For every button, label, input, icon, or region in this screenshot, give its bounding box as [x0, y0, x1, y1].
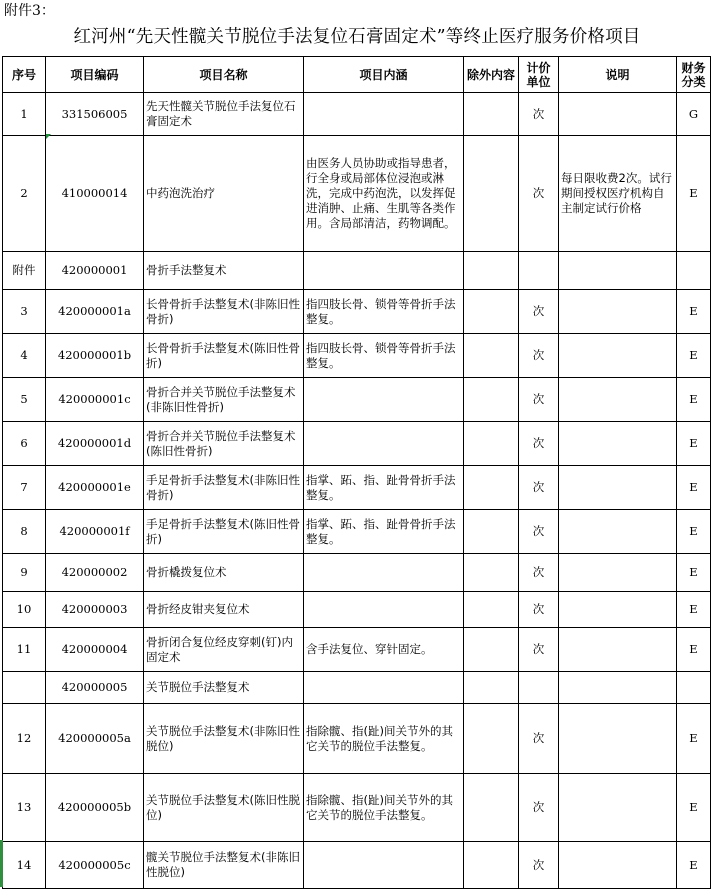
note-cell: [559, 252, 677, 290]
category-cell: E: [677, 704, 711, 774]
unit-cell: 次: [519, 334, 559, 378]
name-cell: 关节脱位手法整复术: [144, 672, 304, 704]
category-cell: E: [677, 774, 711, 842]
seq-cell: 10: [3, 592, 46, 628]
category-cell: E: [677, 510, 711, 554]
excluded-cell: [464, 136, 519, 252]
seq-cell: 7: [3, 466, 46, 510]
name-cell: 髋关节脱位手法整复术(非陈旧性脱位): [144, 842, 304, 889]
row-selection-strip: [0, 840, 3, 887]
content-cell: [304, 672, 464, 704]
category-cell: E: [677, 136, 711, 252]
content-cell: [304, 592, 464, 628]
note-cell: [559, 774, 677, 842]
note-cell: [559, 704, 677, 774]
code-cell: 420000005: [46, 672, 144, 704]
code-cell: 420000001: [46, 252, 144, 290]
excluded-cell: [464, 592, 519, 628]
unit-cell: 次: [519, 554, 559, 592]
seq-cell: 14: [3, 842, 46, 889]
unit-cell: 次: [519, 290, 559, 334]
code-cell: 420000001c: [46, 378, 144, 422]
content-cell: 指除髋、指(趾)间关节外的其它关节的脱位手法整复。: [304, 704, 464, 774]
category-cell: E: [677, 466, 711, 510]
note-cell: [559, 510, 677, 554]
excluded-cell: [464, 93, 519, 136]
content-cell: [304, 378, 464, 422]
note-cell: [559, 672, 677, 704]
code-cell: 420000001e: [46, 466, 144, 510]
name-cell: 手足骨折手法整复术(非陈旧性骨折): [144, 466, 304, 510]
note-cell: [559, 554, 677, 592]
unit-cell: 次: [519, 466, 559, 510]
header-excluded: 除外内容: [464, 57, 519, 93]
table-row: [3, 510, 711, 554]
content-cell: 指四肢长骨、锁骨等骨折手法整复。: [304, 290, 464, 334]
excluded-cell: [464, 672, 519, 704]
code-cell: 410000014: [46, 136, 144, 252]
code-cell: 420000004: [46, 628, 144, 672]
note-cell: [559, 422, 677, 466]
excluded-cell: [464, 378, 519, 422]
excluded-cell: [464, 628, 519, 672]
note-cell: 每日限收费2次。试行期间授权医疗机构自主制定试行价格: [559, 136, 677, 252]
note-cell: [559, 628, 677, 672]
name-cell: 长骨骨折手法整复术(非陈旧性骨折): [144, 290, 304, 334]
category-cell: [677, 252, 711, 290]
seq-cell: [3, 672, 46, 704]
header-unit: 计价单位: [519, 57, 559, 93]
name-cell: 骨折手法整复术: [144, 252, 304, 290]
seq-cell: 附件: [3, 252, 46, 290]
table-row: [3, 378, 711, 422]
unit-cell: 次: [519, 774, 559, 842]
note-cell: [559, 93, 677, 136]
seq-cell: 1: [3, 93, 46, 136]
code-cell: 420000001d: [46, 422, 144, 466]
excluded-cell: [464, 510, 519, 554]
excluded-cell: [464, 252, 519, 290]
name-cell: 骨折合并关节脱位手法整复术(非陈旧性骨折): [144, 378, 304, 422]
category-cell: E: [677, 592, 711, 628]
category-cell: E: [677, 290, 711, 334]
content-cell: [304, 93, 464, 136]
code-cell: 331506005: [46, 93, 144, 136]
table-row: [3, 774, 711, 842]
code-cell: 420000003: [46, 592, 144, 628]
category-cell: E: [677, 422, 711, 466]
code-cell: 420000002: [46, 554, 144, 592]
note-cell: [559, 842, 677, 889]
unit-cell: 次: [519, 510, 559, 554]
note-cell: [559, 378, 677, 422]
header-name: 项目名称: [144, 57, 304, 93]
content-cell: 由医务人员协助或指导患者，行全身或局部体位浸泡或淋洗，完成中药泡洗，以发挥促进消肿、止痛、生肌等各类作用。含局部清洁，药物调配。: [304, 136, 464, 252]
table-row: [3, 672, 711, 704]
price-table: [2, 56, 711, 889]
seq-cell: 4: [3, 334, 46, 378]
table-row: [3, 93, 711, 136]
content-cell: 指除髋、指(趾)间关节外的其它关节的脱位手法整复。: [304, 774, 464, 842]
unit-cell: 次: [519, 93, 559, 136]
excluded-cell: [464, 466, 519, 510]
name-cell: 关节脱位手法整复术(非陈旧性脱位): [144, 704, 304, 774]
content-cell: [304, 252, 464, 290]
unit-cell: 次: [519, 422, 559, 466]
name-cell: 骨折橇拨复位术: [144, 554, 304, 592]
table-row: [3, 592, 711, 628]
excluded-cell: [464, 554, 519, 592]
content-cell: [304, 422, 464, 466]
cell-marker: [46, 134, 51, 139]
content-cell: 指掌、跖、指、趾骨骨折手法整复。: [304, 466, 464, 510]
table-row: [3, 252, 711, 290]
name-cell: 骨折闭合复位经皮穿刺(钉)内固定术: [144, 628, 304, 672]
attachment-label: 附件3：: [4, 3, 55, 19]
category-cell: [677, 672, 711, 704]
category-cell: E: [677, 554, 711, 592]
content-cell: 指四肢长骨、锁骨等骨折手法整复。: [304, 334, 464, 378]
seq-cell: 8: [3, 510, 46, 554]
unit-cell: 次: [519, 592, 559, 628]
category-cell: E: [677, 334, 711, 378]
category-cell: E: [677, 628, 711, 672]
note-cell: [559, 334, 677, 378]
code-cell: 420000005a: [46, 704, 144, 774]
code-cell: 420000001b: [46, 334, 144, 378]
unit-cell: 次: [519, 136, 559, 252]
name-cell: 先天性髋关节脱位手法复位石膏固定术: [144, 93, 304, 136]
content-cell: [304, 842, 464, 889]
seq-cell: 12: [3, 704, 46, 774]
table-row: [3, 466, 711, 510]
header-category: 财务分类: [677, 57, 711, 93]
table-row: [3, 704, 711, 774]
category-cell: G: [677, 93, 711, 136]
content-cell: 含手法复位、穿针固定。: [304, 628, 464, 672]
name-cell: 手足骨折手法整复术(陈旧性骨折): [144, 510, 304, 554]
name-cell: 长骨骨折手法整复术(陈旧性骨折): [144, 334, 304, 378]
header-seq: 序号: [3, 57, 46, 93]
seq-cell: 6: [3, 422, 46, 466]
unit-cell: 次: [519, 704, 559, 774]
category-cell: E: [677, 842, 711, 889]
note-cell: [559, 466, 677, 510]
seq-cell: 2: [3, 136, 46, 252]
excluded-cell: [464, 704, 519, 774]
seq-cell: 5: [3, 378, 46, 422]
note-cell: [559, 592, 677, 628]
header-content: 项目内涵: [304, 57, 464, 93]
table-row: [3, 290, 711, 334]
header-code: 项目编码: [46, 57, 144, 93]
seq-cell: 11: [3, 628, 46, 672]
header-row: [3, 57, 711, 93]
seq-cell: 13: [3, 774, 46, 842]
page-title: 红河州“先天性髋关节脱位手法复位石膏固定术”等终止医疗服务价格项目: [73, 27, 641, 47]
excluded-cell: [464, 334, 519, 378]
table-row: [3, 842, 711, 889]
table-row: [3, 628, 711, 672]
note-cell: [559, 290, 677, 334]
excluded-cell: [464, 422, 519, 466]
code-cell: 420000001f: [46, 510, 144, 554]
unit-cell: [519, 672, 559, 704]
table-row: [3, 554, 711, 592]
name-cell: 关节脱位手法整复术(陈旧性脱位): [144, 774, 304, 842]
excluded-cell: [464, 842, 519, 889]
unit-cell: [519, 252, 559, 290]
name-cell: 骨折经皮钳夹复位术: [144, 592, 304, 628]
name-cell: 中药泡洗治疗: [144, 136, 304, 252]
table-row: [3, 422, 711, 466]
header-note: 说明: [559, 57, 677, 93]
code-cell: 420000005c: [46, 842, 144, 889]
table-row: [3, 334, 711, 378]
excluded-cell: [464, 774, 519, 842]
content-cell: [304, 554, 464, 592]
table-row: [3, 136, 711, 252]
category-cell: E: [677, 378, 711, 422]
code-cell: 420000005b: [46, 774, 144, 842]
seq-cell: 3: [3, 290, 46, 334]
unit-cell: 次: [519, 628, 559, 672]
unit-cell: 次: [519, 378, 559, 422]
unit-cell: 次: [519, 842, 559, 889]
seq-cell: 9: [3, 554, 46, 592]
excluded-cell: [464, 290, 519, 334]
content-cell: 指掌、跖、指、趾骨骨折手法整复。: [304, 510, 464, 554]
code-cell: 420000001a: [46, 290, 144, 334]
name-cell: 骨折合并关节脱位手法整复术(陈旧性骨折): [144, 422, 304, 466]
